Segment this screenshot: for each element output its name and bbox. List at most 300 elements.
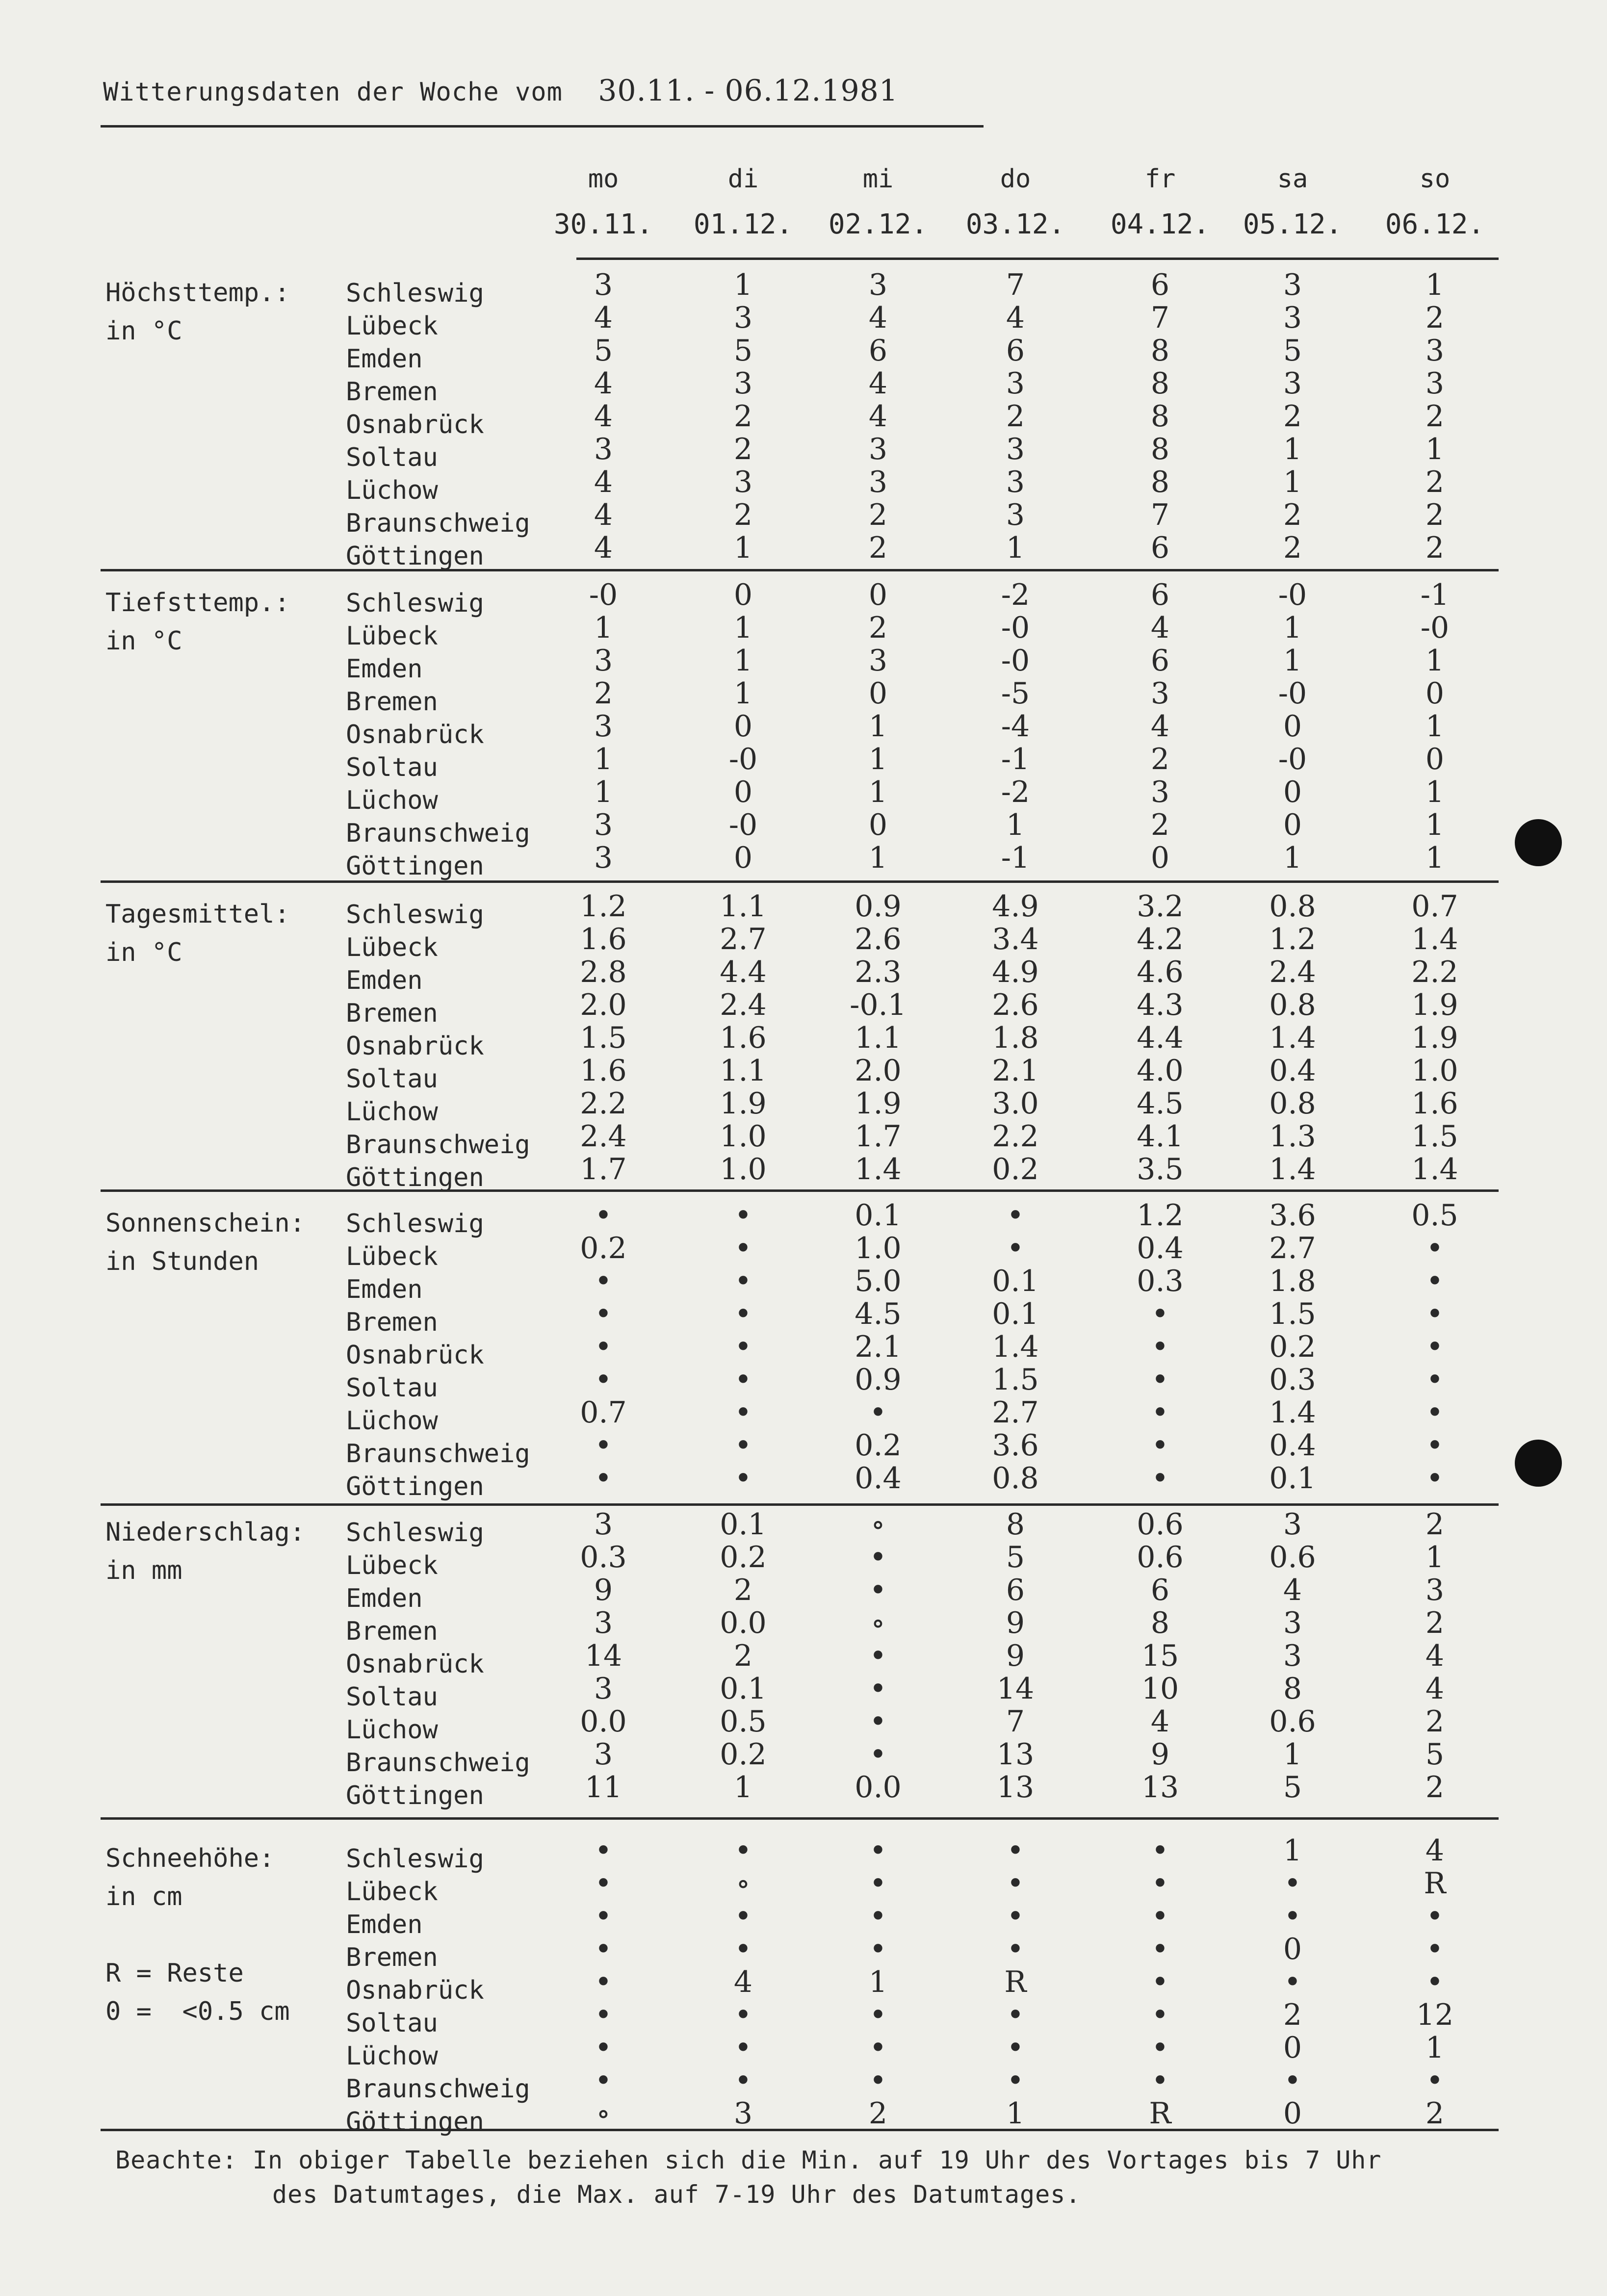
day-weekday-2: mi	[862, 164, 894, 194]
city-label: Bremen	[346, 377, 438, 407]
city-label: Bremen	[346, 1617, 438, 1646]
table-cell: 1	[733, 644, 753, 678]
table-cell: 0.2	[720, 1737, 767, 1772]
city-label: Osnabrück	[346, 410, 484, 439]
table-cell: 12	[1416, 1998, 1454, 2032]
table-cell: 9	[1006, 1639, 1025, 1673]
table-cell: 3	[1150, 676, 1170, 711]
table-cell: 2	[1283, 1998, 1302, 2032]
table-cell: 1.7	[580, 1152, 627, 1187]
table-cell: 2	[1425, 301, 1445, 335]
table-cell: 1	[1283, 1737, 1302, 1772]
table-cell: 0.0	[855, 1770, 902, 1805]
table-cell: •	[734, 2064, 752, 2098]
table-cell: 7	[1150, 301, 1170, 335]
table-cell: 0	[868, 676, 888, 711]
table-cell: 2.1	[992, 1054, 1039, 1088]
table-cell: •	[1151, 1297, 1169, 1331]
table-cell: 0.4	[1269, 1428, 1316, 1463]
city-label: Soltau	[346, 2009, 438, 2038]
table-cell: 0.1	[720, 1507, 767, 1542]
table-cell: 6	[1150, 1573, 1170, 1607]
table-cell: 6	[1150, 644, 1170, 678]
city-label: Emden	[346, 344, 423, 374]
table-cell: •	[869, 1540, 887, 1574]
table-cell: ∘	[736, 1866, 751, 1901]
table-cell: 1	[868, 775, 888, 809]
table-cell: 1	[1283, 1833, 1302, 1868]
table-cell: 3	[1283, 1606, 1302, 1640]
table-cell: •	[1007, 1866, 1024, 1901]
table-cell: 0.3	[1137, 1264, 1184, 1298]
table-cell: -0	[1001, 611, 1030, 645]
city-label: Emden	[346, 654, 423, 684]
table-cell: 4	[868, 399, 888, 434]
table-cell: 3	[1006, 465, 1025, 499]
table-cell: 15	[1141, 1639, 1179, 1673]
title-underline	[101, 125, 984, 128]
table-cell: 2	[1006, 399, 1025, 434]
table-cell: •	[595, 1998, 612, 2032]
table-cell: 2	[1425, 399, 1445, 434]
table-cell: 2	[1425, 1606, 1445, 1640]
table-cell: •	[595, 1297, 612, 1331]
city-label: Soltau	[346, 1373, 438, 1403]
table-cell: 3	[1283, 1639, 1302, 1673]
table-cell: 2.8	[580, 955, 627, 989]
city-label: Schleswig	[346, 279, 484, 308]
table-cell: 1.6	[1411, 1086, 1458, 1121]
table-cell: •	[1284, 1965, 1301, 1999]
table-cell: 2	[1425, 498, 1445, 532]
table-cell: 4.2	[1137, 922, 1184, 956]
day-date-4: 04.12.	[1110, 208, 1210, 240]
table-cell: 5	[1283, 334, 1302, 368]
table-cell: •	[1426, 1330, 1444, 1364]
table-cell: 5	[1006, 1540, 1025, 1574]
table-cell: 2	[594, 676, 613, 711]
table-cell: 4.6	[1137, 955, 1184, 989]
title-date-range: 30.11. - 06.12.1981	[598, 74, 899, 108]
table-cell: 13	[1141, 1770, 1179, 1805]
table-cell: 1	[1283, 841, 1302, 875]
day-date-1: 01.12.	[693, 208, 793, 240]
city-label: Braunschweig	[346, 1439, 530, 1469]
table-cell: -0	[589, 578, 618, 612]
table-cell: 3	[1006, 432, 1025, 466]
table-cell: 4.5	[855, 1297, 902, 1331]
table-cell: 3	[594, 709, 613, 744]
table-cell: 4	[868, 301, 888, 335]
table-cell: 6	[1006, 1573, 1025, 1607]
table-cell: 0	[733, 841, 753, 875]
table-cell: 3	[1425, 334, 1445, 368]
table-cell: 1	[1425, 1540, 1445, 1574]
day-weekday-3: do	[1000, 164, 1031, 194]
table-cell: 1	[733, 268, 753, 302]
table-cell: 1.9	[720, 1086, 767, 1121]
table-cell: 14	[584, 1639, 622, 1673]
table-cell: •	[1426, 1297, 1444, 1331]
table-cell: 1	[1283, 465, 1302, 499]
city-label: Lübeck	[346, 621, 438, 651]
table-cell: 0.7	[580, 1395, 627, 1430]
table-cell: 1.4	[1269, 1395, 1316, 1430]
table-cell: 1	[594, 742, 613, 776]
table-cell: -0	[1278, 676, 1307, 711]
table-cell: 1.1	[720, 889, 767, 924]
section-rule	[101, 1189, 1499, 1192]
table-cell: •	[734, 1998, 752, 2032]
city-label: Soltau	[346, 1682, 438, 1712]
table-cell: •	[734, 1461, 752, 1496]
table-cell: 3	[1006, 498, 1025, 532]
table-cell: 3	[594, 268, 613, 302]
table-cell: 2	[733, 1573, 753, 1607]
section-rule	[101, 569, 1499, 571]
table-cell: 0.0	[720, 1606, 767, 1640]
table-cell: 13	[996, 1770, 1035, 1805]
section-rule	[101, 2129, 1499, 2131]
section-label-5: Schneehöhe: in cm R = Reste 0 = <0.5 cm	[105, 1844, 290, 2026]
table-cell: 2.6	[992, 988, 1039, 1022]
table-cell: 4	[594, 366, 613, 401]
city-label: Lübeck	[346, 933, 438, 962]
table-cell: •	[1426, 1264, 1444, 1298]
table-cell: 2	[1150, 742, 1170, 776]
table-cell: 1	[733, 1770, 753, 1805]
section-rule	[101, 1503, 1499, 1506]
city-label: Schleswig	[346, 1844, 484, 1874]
table-cell: 0.9	[855, 1363, 902, 1397]
table-cell: 1.4	[1269, 1021, 1316, 1055]
table-cell: 2.7	[720, 922, 767, 956]
city-label: Osnabrück	[346, 720, 484, 749]
table-cell: 3	[594, 432, 613, 466]
table-cell: •	[595, 1264, 612, 1298]
table-cell: 3	[868, 644, 888, 678]
table-cell: -0	[728, 808, 758, 842]
table-cell: •	[1007, 1198, 1024, 1233]
table-cell: -4	[1001, 709, 1030, 744]
table-cell: -5	[1001, 676, 1030, 711]
table-cell: 10	[1141, 1672, 1179, 1706]
table-cell: •	[734, 1395, 752, 1430]
city-label: Göttingen	[346, 851, 484, 881]
table-cell: •	[1426, 1965, 1444, 1999]
table-cell: 5	[594, 334, 613, 368]
table-cell: •	[869, 1932, 887, 1966]
table-cell: •	[869, 1866, 887, 1901]
table-cell: •	[1007, 1998, 1024, 2032]
table-cell: 0.3	[1269, 1363, 1316, 1397]
table-cell: 1.1	[855, 1021, 902, 1055]
table-cell: •	[869, 1833, 887, 1868]
day-date-6: 06.12.	[1385, 208, 1485, 240]
table-cell: 0.3	[580, 1540, 627, 1574]
table-cell: 2.2	[580, 1086, 627, 1121]
city-label: Bremen	[346, 999, 438, 1028]
table-cell: 4	[1425, 1833, 1445, 1868]
table-cell: 3	[1283, 301, 1302, 335]
day-weekday-6: so	[1419, 164, 1451, 194]
table-cell: 14	[996, 1672, 1035, 1706]
table-cell: 4.4	[1137, 1021, 1184, 1055]
day-weekday-0: mo	[588, 164, 619, 194]
table-cell: -0	[1278, 578, 1307, 612]
table-cell: 4	[594, 301, 613, 335]
table-cell: 1	[1425, 775, 1445, 809]
table-cell: 3	[868, 465, 888, 499]
table-cell: 5	[733, 334, 753, 368]
table-cell: 2	[868, 498, 888, 532]
table-cell: 0.2	[720, 1540, 767, 1574]
city-label: Bremen	[346, 1943, 438, 1972]
table-cell: 8	[1150, 366, 1170, 401]
table-cell: •	[1007, 1932, 1024, 1966]
table-cell: 3	[594, 1672, 613, 1706]
table-cell: 6	[1150, 578, 1170, 612]
table-cell: 0.4	[1137, 1231, 1184, 1265]
table-cell: •	[1151, 1461, 1169, 1496]
table-cell: 0.6	[1269, 1540, 1316, 1574]
day-date-3: 03.12.	[965, 208, 1065, 240]
table-cell: 2.4	[720, 988, 767, 1022]
city-label: Göttingen	[346, 1472, 484, 1501]
table-cell: •	[1426, 2064, 1444, 2098]
table-cell: 1.5	[1411, 1119, 1458, 1154]
table-cell: 0.2	[580, 1231, 627, 1265]
table-cell: •	[595, 1461, 612, 1496]
table-cell: •	[1426, 1932, 1444, 1966]
table-cell: •	[1007, 2031, 1024, 2065]
table-cell: 13	[996, 1737, 1035, 1772]
table-cell: 0.8	[1269, 988, 1316, 1022]
day-weekday-1: di	[727, 164, 759, 194]
table-cell: 1	[1006, 808, 1025, 842]
title-label: Witterungsdaten der Woche vom	[103, 77, 563, 107]
table-cell: 0.8	[1269, 1086, 1316, 1121]
table-cell: •	[1151, 1330, 1169, 1364]
table-cell: 1	[1283, 432, 1302, 466]
table-cell: 3	[733, 301, 753, 335]
table-cell: -1	[1420, 578, 1450, 612]
table-cell: 2	[1425, 1704, 1445, 1739]
table-cell: •	[734, 1428, 752, 1463]
table-cell: •	[1151, 1998, 1169, 2032]
table-cell: •	[869, 1737, 887, 1772]
table-cell: 3	[1283, 1507, 1302, 1542]
table-cell: 4.3	[1137, 988, 1184, 1022]
table-cell: 0	[1425, 742, 1445, 776]
city-label: Schleswig	[346, 1518, 484, 1548]
table-cell: •	[1151, 2064, 1169, 2098]
city-label: Lüchow	[346, 476, 438, 505]
table-cell: 2	[1425, 531, 1445, 565]
section-rule	[101, 1817, 1499, 1820]
table-cell: 0.2	[1269, 1330, 1316, 1364]
punch-hole-upper	[1515, 819, 1562, 866]
city-label: Göttingen	[346, 2107, 484, 2137]
table-cell: •	[595, 1866, 612, 1901]
table-cell: 0.5	[1411, 1198, 1458, 1233]
table-cell: 1	[868, 709, 888, 744]
city-label: Göttingen	[346, 542, 484, 571]
table-cell: •	[734, 1330, 752, 1364]
day-date-2: 02.12.	[828, 208, 928, 240]
table-cell: 2.0	[855, 1054, 902, 1088]
table-cell: 4	[1425, 1639, 1445, 1673]
table-cell: 0.1	[855, 1198, 902, 1233]
table-cell: •	[869, 1395, 887, 1430]
table-cell: 1.0	[855, 1231, 902, 1265]
table-cell: •	[1426, 1899, 1444, 1934]
table-cell: 1.2	[580, 889, 627, 924]
city-label: Soltau	[346, 1064, 438, 1094]
table-cell: 4	[594, 531, 613, 565]
city-label: Bremen	[346, 1308, 438, 1337]
table-cell: 4.5	[1137, 1086, 1184, 1121]
table-cell: 7	[1006, 1704, 1025, 1739]
table-cell: 1.0	[720, 1119, 767, 1154]
section-label-3: Sonnenschein: in Stunden	[105, 1209, 305, 1276]
table-cell: 4	[1006, 301, 1025, 335]
table-cell: 1.1	[720, 1054, 767, 1088]
table-cell: ∘	[871, 1507, 885, 1542]
day-date-5: 05.12.	[1243, 208, 1343, 240]
table-cell: 8	[1150, 334, 1170, 368]
table-cell: 0.1	[992, 1297, 1039, 1331]
table-cell: •	[1151, 1932, 1169, 1966]
table-cell: 2	[868, 2096, 888, 2131]
day-weekday-4: fr	[1144, 164, 1176, 194]
table-cell: 11	[584, 1770, 622, 1805]
table-cell: -2	[1001, 775, 1030, 809]
table-cell: •	[1151, 1833, 1169, 1868]
table-cell: 1.3	[1269, 1119, 1316, 1154]
table-cell: 2	[733, 1639, 753, 1673]
table-cell: 1	[594, 775, 613, 809]
table-cell: 1.4	[1411, 1152, 1458, 1187]
table-cell: 1	[1425, 268, 1445, 302]
table-cell: 1.9	[1411, 988, 1458, 1022]
table-cell: •	[869, 2031, 887, 2065]
table-cell: -0	[1420, 611, 1450, 645]
section-label-1: Tiefsttemp.: in °C	[105, 588, 290, 656]
table-cell: •	[1426, 1363, 1444, 1397]
table-cell: 0.4	[1269, 1054, 1316, 1088]
table-cell: 0.1	[720, 1672, 767, 1706]
table-cell: 3.6	[992, 1428, 1039, 1463]
city-label: Göttingen	[346, 1163, 484, 1192]
table-cell: 8	[1283, 1672, 1302, 1706]
table-cell: 1.4	[855, 1152, 902, 1187]
table-cell: 4.1	[1137, 1119, 1184, 1154]
city-label: Lüchow	[346, 2041, 438, 2071]
table-cell: 0	[733, 709, 753, 744]
table-cell: 0.2	[992, 1152, 1039, 1187]
table-cell: 2.0	[580, 988, 627, 1022]
table-cell: 3	[594, 1507, 613, 1542]
table-cell: 1.6	[580, 922, 627, 956]
table-cell: ∘	[596, 2096, 611, 2131]
table-cell: 3.2	[1137, 889, 1184, 924]
table-cell: ∘	[871, 1606, 885, 1640]
table-cell: •	[1151, 1428, 1169, 1463]
table-cell: •	[1426, 1428, 1444, 1463]
city-label: Schleswig	[346, 589, 484, 618]
table-cell: 2	[1283, 498, 1302, 532]
table-cell: 2	[1283, 399, 1302, 434]
table-cell: •	[1007, 2064, 1024, 2098]
table-cell: •	[734, 1363, 752, 1397]
table-cell: •	[1426, 1231, 1444, 1265]
table-cell: •	[1007, 1231, 1024, 1265]
table-cell: 2	[1425, 465, 1445, 499]
table-cell: 6	[1150, 268, 1170, 302]
table-cell: 2	[1425, 2096, 1445, 2131]
table-cell: 1.9	[1411, 1021, 1458, 1055]
section-label-0: Höchsttemp.: in °C	[105, 278, 290, 346]
city-label: Schleswig	[346, 1209, 484, 1238]
table-cell: •	[869, 1573, 887, 1607]
table-cell: 0	[868, 808, 888, 842]
city-label: Osnabrück	[346, 1650, 484, 1679]
table-cell: 2	[1150, 808, 1170, 842]
table-cell: •	[595, 1833, 612, 1868]
table-cell: 0.6	[1269, 1704, 1316, 1739]
table-cell: 0	[1283, 709, 1302, 744]
table-cell: •	[595, 1932, 612, 1966]
table-cell: 2.7	[1269, 1231, 1316, 1265]
table-cell: •	[869, 1899, 887, 1934]
table-cell: 1	[733, 676, 753, 711]
city-label: Lübeck	[346, 311, 438, 341]
table-cell: •	[734, 1264, 752, 1298]
table-cell: 0	[868, 578, 888, 612]
table-cell: •	[1007, 1833, 1024, 1868]
day-weekday-5: sa	[1277, 164, 1308, 194]
table-cell: 4	[733, 1965, 753, 1999]
table-cell: 2	[1425, 1770, 1445, 1805]
table-cell: 4	[1425, 1672, 1445, 1706]
table-cell: 1.6	[580, 1054, 627, 1088]
table-cell: •	[1284, 2064, 1301, 2098]
table-cell: 0.9	[855, 889, 902, 924]
table-cell: •	[734, 1198, 752, 1233]
table-cell: 2.7	[992, 1395, 1039, 1430]
table-cell: 8	[1150, 399, 1170, 434]
table-cell: •	[734, 1932, 752, 1966]
table-cell: 1	[868, 742, 888, 776]
table-cell: 2.4	[1269, 955, 1316, 989]
table-cell: •	[1426, 1461, 1444, 1496]
table-cell: 1.8	[992, 1021, 1039, 1055]
table-cell: •	[1151, 1899, 1169, 1934]
city-label: Braunschweig	[346, 819, 530, 848]
table-cell: •	[1151, 2031, 1169, 2065]
city-label: Braunschweig	[346, 1130, 530, 1160]
table-cell: 1	[868, 841, 888, 875]
table-cell: 3	[594, 1737, 613, 1772]
table-cell: 2	[733, 498, 753, 532]
table-cell: 1	[868, 1965, 888, 1999]
table-cell: •	[1151, 1866, 1169, 1901]
table-cell: 1.6	[720, 1021, 767, 1055]
table-cell: 2	[868, 611, 888, 645]
table-cell: 3	[1150, 775, 1170, 809]
table-cell: 7	[1006, 268, 1025, 302]
